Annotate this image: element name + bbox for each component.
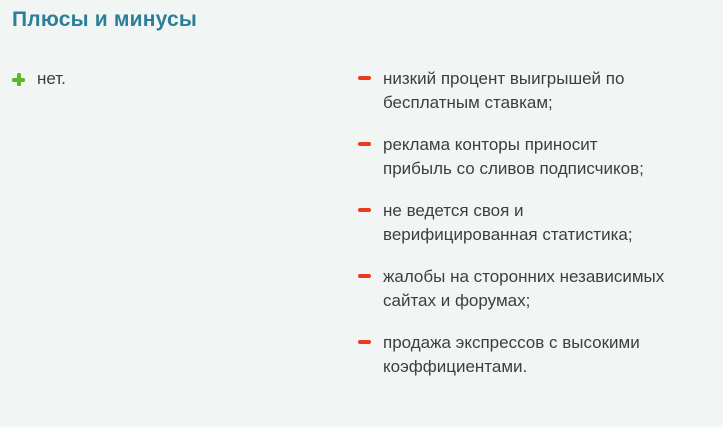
minus-icon xyxy=(358,142,371,146)
cons-item xyxy=(358,133,705,181)
cons-item xyxy=(358,265,705,313)
section-title: Плюсы и минусы xyxy=(12,8,197,31)
cons-item xyxy=(358,331,705,379)
cons-item-text: жалобы на сторонних независимых сайтах и форумах; xyxy=(383,267,665,310)
minus-icon xyxy=(358,208,371,212)
cons-item-text: низкий процент выигрышей по бесплатным ставкам; xyxy=(383,69,625,112)
pros-list xyxy=(12,67,358,397)
pros-item xyxy=(12,67,358,91)
cons-item xyxy=(358,67,705,115)
pros-cons-columns xyxy=(12,67,705,397)
cons-item-text: не ведется своя и верифицированная статистика; xyxy=(383,201,633,244)
cons-item xyxy=(358,199,705,247)
cons-item-text: продажа экспрессов с высокими коэффициентами. xyxy=(383,333,640,376)
cons-item-text: реклама конторы приносит прибыль со сливов подписчиков; xyxy=(383,135,644,178)
minus-icon xyxy=(358,76,371,80)
plus-icon xyxy=(12,73,25,86)
minus-icon xyxy=(358,340,371,344)
cons-list xyxy=(358,67,705,397)
pros-item-text: нет. xyxy=(37,69,66,88)
minus-icon xyxy=(358,274,371,278)
